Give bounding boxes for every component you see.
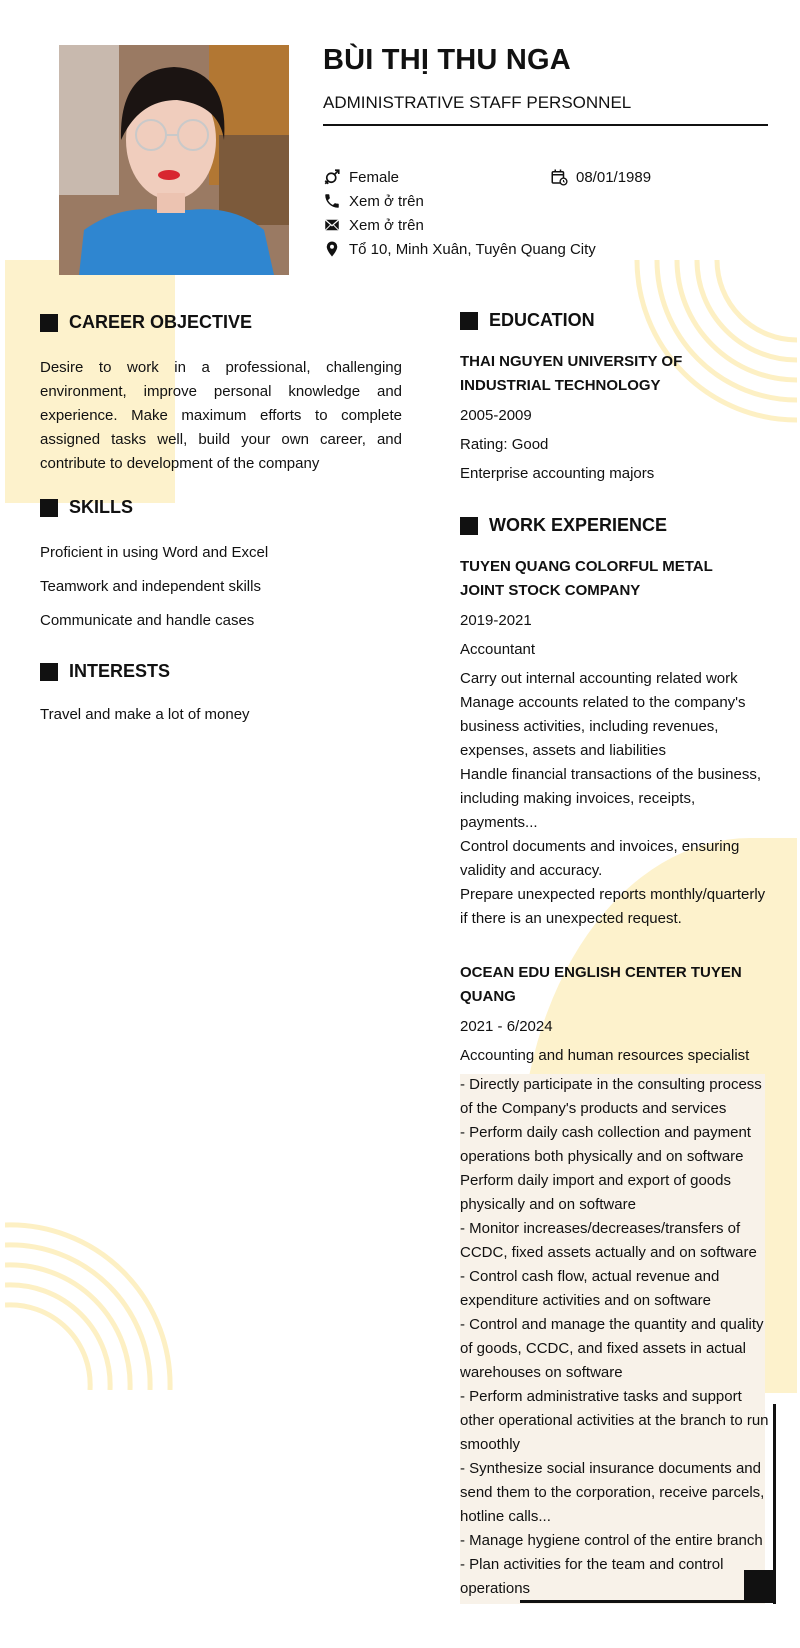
address-row bbox=[323, 240, 596, 258]
job-duties bbox=[460, 1073, 770, 1601]
phone-value: Xem ở trên bbox=[349, 192, 424, 210]
education-rating: Rating: Good bbox=[460, 436, 549, 453]
phone-icon bbox=[323, 192, 341, 210]
header-divider bbox=[323, 124, 768, 126]
gender-row bbox=[323, 168, 399, 186]
education-years: 2005-2009 bbox=[460, 407, 532, 424]
job-position: Accounting and human resources specialist bbox=[460, 1047, 750, 1064]
duty-line: - Directly participate in the consulting process of the Company's products and services bbox=[460, 1076, 762, 1117]
section-marker bbox=[40, 663, 58, 681]
section-marker bbox=[40, 499, 58, 517]
decor-arcs-top-right bbox=[632, 260, 797, 430]
duty-line: - Monitor increases/decreases/transfers of CCDC, fixed assets actually and on software bbox=[460, 1220, 757, 1261]
career-objective-text: Desire to work in a professional, challenging environment, improve personal knowledge and experience. Make maximum efforts to complete assigned tasks well, build your own career, and contribute to development of the company bbox=[40, 359, 402, 472]
duty-line: Manage accounts related to the company's business activities, including revenues, expenses, assets and liabilities bbox=[460, 694, 746, 759]
profile-photo bbox=[59, 45, 289, 275]
skill-item: Communicate and handle cases bbox=[40, 612, 255, 629]
dob-row bbox=[550, 168, 651, 186]
work-experience-heading bbox=[460, 515, 667, 536]
candidate-name: BÙI THỊ THU NGA bbox=[323, 44, 571, 76]
career-objective-heading bbox=[40, 312, 252, 333]
duty-line: Prepare unexpected reports monthly/quarterly if there is an unexpected request. bbox=[460, 886, 766, 927]
duty-line: Carry out internal accounting related work bbox=[460, 670, 738, 687]
duty-line: - Perform daily cash collection and payment operations both physically and on software bbox=[460, 1124, 751, 1165]
duty-line: Control documents and invoices, ensuring validity and accuracy. bbox=[460, 838, 740, 879]
section-marker bbox=[460, 517, 478, 535]
career-objective-title: CAREER OBJECTIVE bbox=[69, 312, 253, 332]
gender-value: Female bbox=[349, 168, 400, 186]
interests-heading bbox=[40, 661, 170, 682]
duty-line: - Synthesize social insurance documents and send them to the corporation, receive parcels, hotline calls... bbox=[460, 1460, 765, 1525]
education-title: EDUCATION bbox=[489, 310, 595, 330]
gender-icon bbox=[323, 168, 341, 186]
calendar-icon bbox=[550, 168, 568, 186]
job-company: OCEAN EDU ENGLISH CENTER TUYEN QUANG bbox=[460, 964, 742, 1005]
duty-line: - Manage hygiene control of the entire branch bbox=[460, 1532, 763, 1549]
email-row bbox=[323, 216, 424, 234]
envelope-icon bbox=[323, 216, 341, 234]
dob-value: 08/01/1989 bbox=[576, 168, 652, 186]
location-pin-icon bbox=[323, 240, 341, 258]
job-company: TUYEN QUANG COLORFUL METAL JOINT STOCK COMPANY bbox=[460, 558, 713, 599]
skills-heading bbox=[40, 497, 133, 518]
education-major: Enterprise accounting majors bbox=[460, 465, 655, 482]
job-period: 2019-2021 bbox=[460, 612, 532, 629]
duty-line: - Control cash flow, actual revenue and expenditure activities and on software bbox=[460, 1268, 720, 1309]
work-experience-title: WORK EXPERIENCE bbox=[489, 515, 668, 535]
job-position: Accountant bbox=[460, 641, 536, 658]
duty-line: - Control and manage the quantity and quality of goods, CCDC, and fixed assets in actual warehouses on software bbox=[460, 1316, 764, 1381]
interest-item: Travel and make a lot of money bbox=[40, 706, 250, 723]
education-heading bbox=[460, 310, 595, 331]
duty-line: - Plan activities for the team and control operations bbox=[460, 1556, 724, 1597]
section-marker bbox=[40, 314, 58, 332]
duty-line: Perform daily import and export of goods physically and on software bbox=[460, 1172, 731, 1213]
interests-title: INTERESTS bbox=[69, 661, 171, 681]
candidate-role: ADMINISTRATIVE STAFF PERSONNEL bbox=[323, 93, 632, 112]
job-duties bbox=[460, 667, 770, 931]
email-value: Xem ở trên bbox=[349, 216, 424, 234]
duty-line: - Perform administrative tasks and support other operational activities at the branch to run smoothly bbox=[460, 1388, 769, 1453]
address-value: Tổ 10, Minh Xuân, Tuyên Quang City bbox=[349, 240, 596, 258]
skill-item: Teamwork and independent skills bbox=[40, 578, 261, 595]
job-period: 2021 - 6/2024 bbox=[460, 1018, 553, 1035]
school-name: THAI NGUYEN UNIVERSITY OF INDUSTRIAL TECHNOLOGY bbox=[460, 353, 683, 394]
decor-arcs-bottom-left bbox=[5, 1220, 175, 1390]
duty-line: Handle financial transactions of the business, including making invoices, receipts, payments... bbox=[460, 766, 762, 831]
section-marker bbox=[460, 312, 478, 330]
skill-item: Proficient in using Word and Excel bbox=[40, 544, 269, 561]
phone-row bbox=[323, 192, 424, 210]
skills-title: SKILLS bbox=[69, 497, 134, 517]
